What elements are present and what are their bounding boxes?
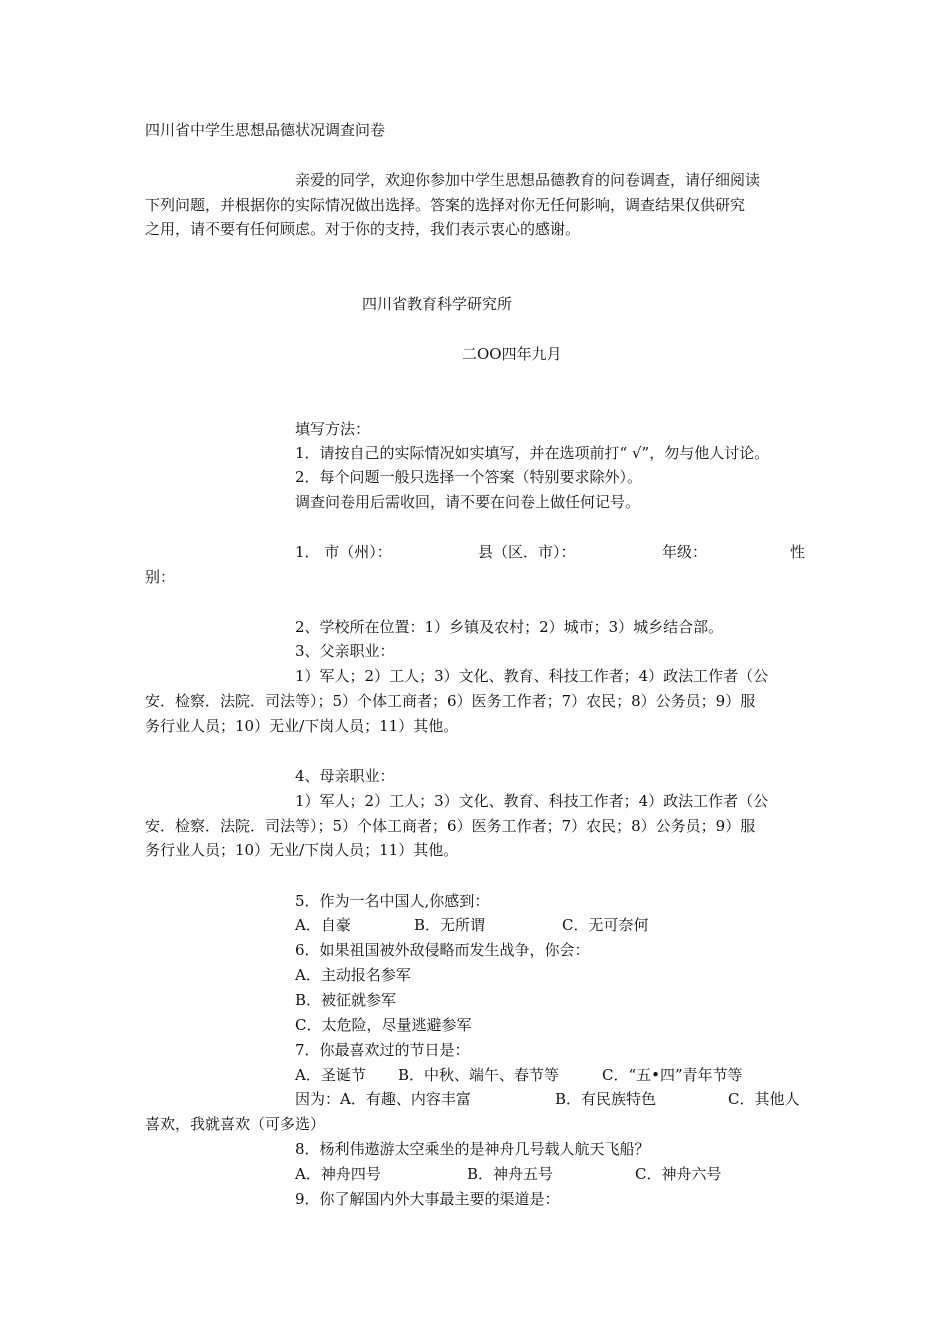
q7-reason-a: 因为：A．有趣、内容丰富 [295,1090,471,1108]
q7-reason-c: C．其他人 [728,1090,800,1108]
document-title: 四川省中学生思想品德状况调查问卷 [145,121,386,139]
q6-option-a: A．主动报名参军 [295,966,411,984]
q4-options-line-3: 务行业人员；10）无业/下岗人员；11）其他。 [145,841,459,859]
q8-option-a: A．神舟四号 [295,1165,381,1183]
q3-options-line-1: 1）军人；2）工人；3）文化、教育、科技工作者；4）政法工作者（公 [295,667,769,685]
intro-line-2: 下列问题，并根据你的实际情况做出选择。答案的选择对你无任何影响，调查结果仅供研究 [145,196,746,214]
q5-question: 5．作为一名中国人,你感到： [295,892,490,910]
intro-line-1: 亲爱的同学，欢迎你参加中学生思想品德教育的问卷调查，请仔细阅读 [295,171,761,189]
instruction-item-2: 2．每个问题一般只选择一个答案（特别要求除外）。 [295,468,643,486]
instructions-heading: 填写方法： [295,420,371,438]
q4-options-line-2: 安．检察．法院．司法等）；5）个体工商者；6）医务工作者；7）农民；8）公务员；9）服 [145,817,756,835]
q1-county-field: 县（区．市）： [478,543,576,561]
q3-options-line-2: 安．检察．法院．司法等）；5）个体工商者；6）医务工作者；7）农民；8）公务员；9）服 [145,692,756,710]
q1-sex-field: 性 [790,543,806,561]
instruction-item-3: 调查问卷用后需收回，请不要在问卷上做任何记号。 [295,493,641,511]
q8-question: 8．杨利伟遨游太空乘坐的是神舟几号载人航天飞船？ [295,1140,650,1158]
q8-option-b: B．神舟五号 [467,1165,554,1183]
q7-option-c: C．“五•四”青年节等 [602,1066,743,1084]
q5-option-a: A．自豪 [295,916,351,934]
q7-question: 7．你最喜欢过的节日是： [295,1041,470,1059]
q2-school-location: 2、学校所在位置：1）乡镇及农村；2）城市；3）城乡结合部。 [295,618,724,636]
q6-option-b: B．被征就参军 [295,991,397,1009]
q5-option-b: B．无所谓 [414,916,486,934]
q7-option-a: A．圣诞节 [295,1066,366,1084]
q1-city-field: 1． 市（州）： [295,543,392,561]
instruction-item-1: 1．请按自己的实际情况如实填写，并在选项前打“ √”，勿与他人讨论。 [295,444,770,462]
date: 二OO四年九月 [462,345,562,363]
q7-option-b: B．中秋、端午、春节等 [398,1066,560,1084]
q8-option-c: C．神舟六号 [635,1165,722,1183]
intro-line-3: 之用，请不要有任何顾虑。对于你的支持，我们表示衷心的感谢。 [145,220,581,238]
q3-question: 3、父亲职业： [295,642,395,660]
q6-option-c: C．太危险，尽量逃避参军 [295,1016,472,1034]
organization: 四川省教育科学研究所 [362,295,513,313]
q9-question: 9．你了解国内外大事最主要的渠道是： [295,1190,560,1208]
q3-options-line-3: 务行业人员；10）无业/下岗人员；11）其他。 [145,717,459,735]
q6-question: 6．如果祖国被外敌侵略而发生战争，你会： [295,941,590,959]
q5-option-c: C．无可奈何 [562,916,649,934]
q4-options-line-1: 1）军人；2）工人；3）文化、教育、科技工作者；4）政法工作者（公 [295,792,769,810]
q7-reason-b: B．有民族特色 [555,1090,657,1108]
q7-reason-continued: 喜欢，我就喜欢（可多选） [145,1115,326,1133]
q1-grade-field: 年级： [662,543,708,561]
q1-sex-field-cont: 别： [145,568,176,586]
q4-question: 4、母亲职业： [295,767,395,785]
